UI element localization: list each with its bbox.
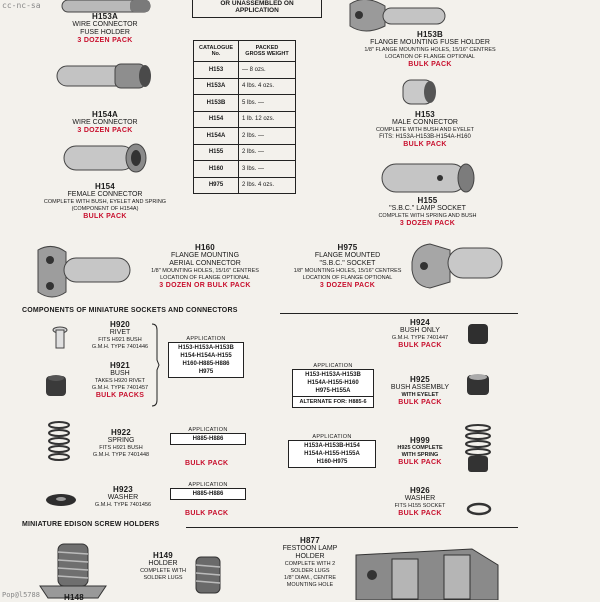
h153b-sub: 1/8" FLANGE MOUNTING HOLES, 15/16" CENTRES LOCATION OF FLANGE OPTIONAL [364, 47, 496, 60]
h153a-desc: WIRE CONNECTOR FUSE HOLDER [72, 21, 138, 36]
table-row [194, 144, 296, 161]
h926-code: H926 [410, 486, 430, 495]
application-group-5 [170, 482, 246, 500]
h920-illustration [52, 326, 68, 352]
h922-illustration [46, 420, 72, 466]
h921-sub: TAKES H920 RIVET G.M.H. TYPE 7401457 [91, 378, 149, 391]
h921-code: H921 [110, 361, 130, 370]
h153-code: H153 [415, 110, 435, 119]
cell-weight: — 8 ozs. [239, 62, 296, 79]
h877-sub: COMPLETE WITH 2 SOLDER LUGS 1/8" DIAM., CENTRE MOUNTING HOLE [283, 561, 337, 588]
h877-code: H877 [300, 536, 320, 545]
h153-illustration [400, 76, 440, 110]
h921-desc: BUSH [110, 370, 130, 377]
h975-pack: 3 DOZEN PACK [319, 282, 376, 289]
table-row [194, 177, 296, 194]
h149-sub: COMPLETE WITH SOLDER LUGS [140, 568, 186, 581]
h921-block [80, 361, 160, 399]
h923-block [84, 485, 162, 509]
h155-code: H155 [417, 196, 438, 205]
h920-desc: RIVET [109, 329, 131, 336]
h154-pack: BULK PACK [83, 213, 127, 220]
h925-desc: BUSH ASSEMBLY [390, 384, 450, 391]
h923-illustration [44, 492, 78, 508]
h154-desc: FEMALE CONNECTOR [67, 191, 143, 198]
h920-block [80, 320, 160, 351]
h154a-desc: WIRE CONNECTOR [72, 119, 138, 126]
h160-desc: FLANGE MOUNTING AERIAL CONNECTOR [169, 252, 241, 267]
h153-pack: BULK PACK [403, 141, 447, 148]
table-row [194, 62, 296, 79]
components-heading: COMPONENTS OF MINIATURE SOCKETS AND CONNECTORS [22, 307, 238, 314]
h922-pack: BULK PACK [185, 460, 229, 467]
h148-illustration [38, 540, 108, 600]
catalogue-table [193, 40, 296, 194]
watermark-bottom: Pop@l5788 [2, 591, 40, 599]
h923-pack: BULK PACK [185, 510, 229, 517]
h975-illustration [410, 238, 510, 294]
h149-code: H149 [153, 551, 173, 560]
cell-no: H154 [194, 111, 239, 128]
cell-no: H975 [194, 177, 239, 194]
h154-block [15, 182, 195, 220]
h154a-block [40, 110, 170, 134]
table-header-weight: PACKED GROSS WEIGHT [239, 41, 296, 62]
h153a-code: H153A [92, 12, 118, 21]
h925-block [380, 375, 460, 406]
h920-sub: FITS H921 BUSH G.M.H. TYPE 7401446 [91, 337, 149, 350]
h999-code: H999 [410, 436, 430, 445]
h155-desc: "S.B.C." LAMP SOCKET [389, 205, 466, 212]
h148-code: H148 [64, 593, 84, 602]
h155-pack: 3 DOZEN PACK [399, 220, 456, 227]
h154-sub: COMPLETE WITH BUSH, EYELET AND SPRING (COMPONENT OF H154A) [43, 199, 167, 212]
table-row [194, 161, 296, 178]
h925-code: H925 [410, 375, 430, 384]
application-box-4: H153A-H153B-H154 H154A-H155-H155A H160-H975 [288, 440, 376, 468]
cell-no: H153A [194, 78, 239, 95]
h877-desc: FESTOON LAMP HOLDER [282, 545, 338, 560]
h153-desc: MALE CONNECTOR [392, 119, 458, 126]
h926-block [380, 486, 460, 517]
h999-pack: BULK PACK [398, 459, 442, 466]
h160-block [110, 243, 300, 289]
h924-pack: BULK PACK [398, 342, 442, 349]
h154a-code: H154A [92, 110, 118, 119]
h154a-illustration [55, 62, 155, 92]
table-row [194, 111, 296, 128]
h924-illustration [466, 322, 490, 346]
h153-fits: FITS: H153A-H153B-H154A-H160 [379, 134, 471, 140]
cell-no: H154A [194, 128, 239, 145]
application-box-2: H153-H153A-H153B H154A-H155-H160 H975-H155A [292, 369, 374, 397]
edison-heading: MINIATURE EDISON SCREW HOLDERS [22, 521, 160, 528]
h153b-pack: BULK PACK [408, 61, 452, 68]
application-group-3 [170, 427, 246, 445]
cell-weight: 1 lb. 12 ozs. [239, 111, 296, 128]
cell-no: H153B [194, 95, 239, 112]
h925-sub: WITH EYELET [401, 392, 439, 398]
application-label: APPLICATION [188, 427, 228, 433]
h877-illustration [352, 545, 502, 600]
cell-no: H153 [194, 62, 239, 79]
h922-sub: FITS H921 BUSH G.M.H. TYPE 7401448 [92, 445, 150, 458]
h160-pack: 3 DOZEN OR BULK PACK [159, 282, 251, 289]
h153-block [340, 110, 510, 148]
h926-illustration [466, 502, 492, 516]
application-label: APPLICATION [312, 434, 352, 440]
h153b-block [330, 30, 530, 68]
h877-block [270, 536, 350, 589]
application-label: APPLICATION [188, 482, 228, 488]
h999-illustration [462, 420, 494, 476]
cell-weight: 3 lbs. — [239, 161, 296, 178]
h924-sub: G.M.H. TYPE 7401447 [391, 335, 449, 341]
h926-sub: FITS H155 SOCKET [394, 503, 446, 509]
application-label: APPLICATION [186, 336, 226, 342]
application-box-5: H885-H886 [170, 488, 246, 500]
h926-desc: WASHER [404, 495, 436, 502]
top-banner: OR UNASSEMBLED ON APPLICATION [192, 0, 322, 18]
cell-weight: 5 lbs. — [239, 95, 296, 112]
h975-desc: FLANGE MOUNTED "S.B.C." SOCKET [314, 252, 381, 267]
h923-desc: WASHER [107, 494, 139, 501]
h149-desc: HOLDER [148, 560, 178, 567]
h154-code: H154 [95, 182, 115, 191]
table-header-catalogue: CATALOGUE No. [194, 41, 239, 62]
h975-code: H975 [337, 243, 358, 252]
application-label: APPLICATION [313, 363, 353, 369]
h924-desc: BUSH ONLY [400, 327, 440, 334]
h926-pack: BULK PACK [398, 510, 442, 517]
h155-block [340, 196, 515, 227]
h155-illustration [378, 158, 478, 198]
watermark-top: cc-nc-sa [2, 1, 41, 10]
h160-sub: 1/8" MOUNTING HOLES, 15/16" CENTRES LOCATION OF FLANGE OPTIONAL [151, 268, 259, 281]
h922-code: H922 [111, 428, 131, 437]
h925-pack: BULK PACK [398, 399, 442, 406]
application-group-1 [168, 336, 244, 378]
application-alternate: ALTERNATE FOR: H885-6 [292, 397, 374, 408]
table-row [194, 128, 296, 145]
h999-desc: H925 COMPLETE WITH SPRING [397, 445, 443, 458]
table-row [194, 78, 296, 95]
h923-code: H923 [113, 485, 133, 494]
h154-illustration [62, 140, 152, 180]
h922-block [82, 428, 160, 459]
h149-block [133, 551, 193, 582]
h153b-desc: FLANGE MOUNTING FUSE HOLDER [370, 39, 490, 46]
h153a-pack: 3 DOZEN PACK [77, 37, 133, 44]
h925-illustration [464, 372, 492, 398]
h154a-pack: 3 DOZEN PACK [77, 127, 133, 134]
cell-no: H155 [194, 144, 239, 161]
cell-weight: 4 lbs. 4 ozs. [239, 78, 296, 95]
h923-sub: G.M.H. TYPE 7401456 [94, 502, 152, 508]
table-row [194, 95, 296, 112]
bracket-h920-h921 [150, 322, 160, 408]
application-group-4 [288, 434, 376, 468]
h924-block [380, 318, 460, 349]
h975-block [275, 243, 420, 289]
h921-illustration [44, 374, 68, 398]
components-rule [280, 313, 518, 314]
cell-weight: 2 lbs. — [239, 144, 296, 161]
h924-code: H924 [410, 318, 430, 327]
h155-sub: COMPLETE WITH SPRING AND BUSH [378, 213, 477, 219]
h920-code: H920 [110, 320, 130, 329]
h153a-block [40, 12, 170, 44]
h153b-code: H153B [417, 30, 443, 39]
application-box-3: H885-H886 [170, 433, 246, 445]
h153-sub: COMPLETE WITH BUSH AND EYELET [375, 127, 475, 133]
cell-weight: 2 lbs. — [239, 128, 296, 145]
h922-desc: SPRING [107, 437, 135, 444]
cell-no: H160 [194, 161, 239, 178]
h999-block [380, 436, 460, 466]
application-box-1: H153-H153A-H153B H154-H154A-H155 H160-H885-H886 H975 [168, 342, 244, 378]
application-group-2 [292, 363, 374, 408]
h160-code: H160 [195, 243, 215, 252]
h149-illustration [188, 555, 228, 600]
edison-rule [186, 527, 518, 528]
h975-sub: 1/8" MOUNTING HOLES, 15/16" CENTRES LOCATION OF FLANGE OPTIONAL [293, 268, 402, 281]
cell-weight: 2 lbs. 4 ozs. [239, 177, 296, 194]
bulk-packs: BULK PACKS [95, 392, 145, 399]
